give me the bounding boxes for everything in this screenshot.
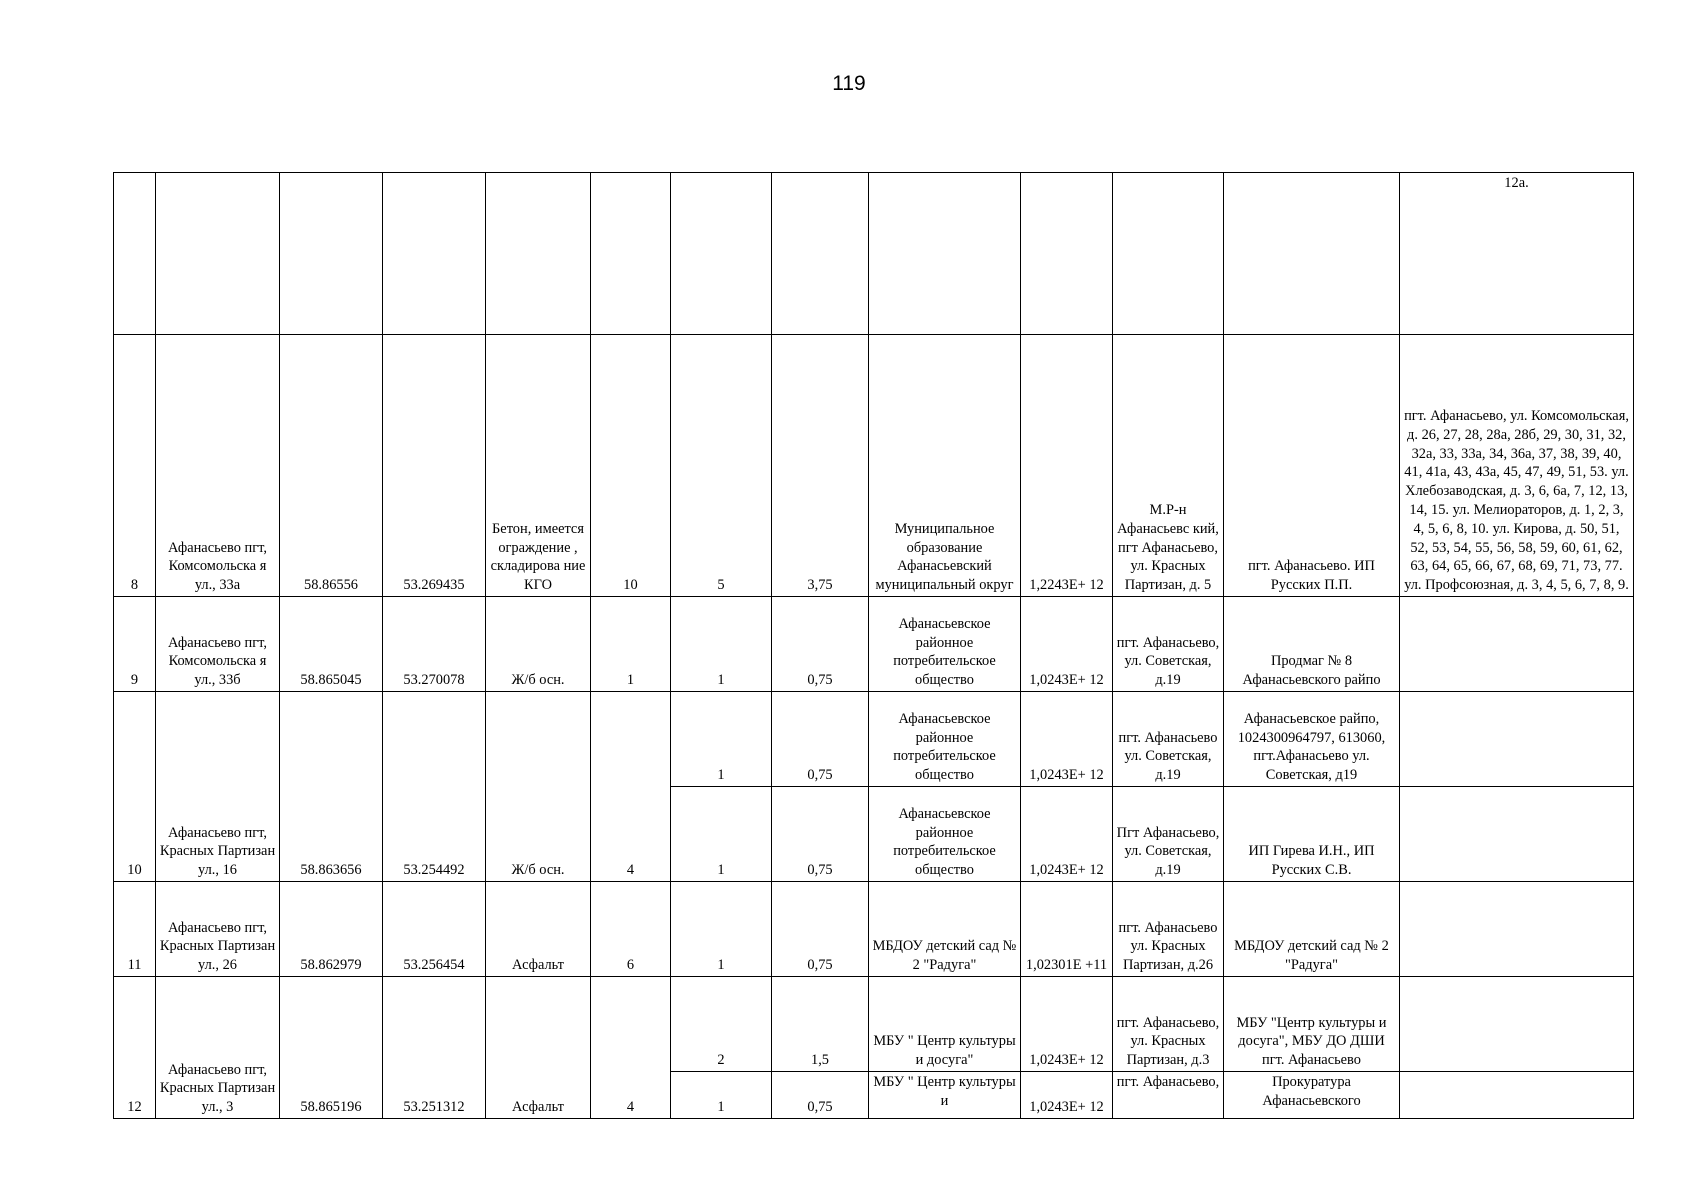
owner-cell: МБУ " Центр культуры и досуга" [869, 977, 1021, 1072]
ogrn-cell: 1,0243Е+ 12 [1021, 977, 1113, 1072]
owner-cell [869, 1072, 1021, 1119]
table-row [114, 335, 1634, 597]
empty-cell [591, 173, 671, 335]
owner-address-text: пгт. Афанасьево, [1116, 1074, 1220, 1090]
surface-cell: Ж/б осн. [486, 597, 591, 692]
longitude-cell: 53.254492 [383, 692, 486, 882]
houses-cell [1400, 977, 1634, 1072]
empty-cell [1224, 173, 1400, 335]
table-row [114, 882, 1634, 977]
count-cell: 1 [591, 597, 671, 692]
row-number-cell: 11 [114, 882, 156, 977]
ogrn-cell: 1,0243Е+ 12 [1021, 692, 1113, 787]
empty-cell [772, 173, 869, 335]
registry-table [113, 172, 1634, 1119]
sources-cell: Продмаг № 8 Афанасьевского райпо [1224, 597, 1400, 692]
sources-cell: МБУ "Центр культуры и досуга", МБУ ДО ДШИ пгт. Афанасьево [1224, 977, 1400, 1072]
owner-address-cell: пгт. Афанасьево ул. Советская, д.19 [1113, 692, 1224, 787]
latitude-cell: 58.86556 [280, 335, 383, 597]
latitude-cell: 58.865196 [280, 977, 383, 1119]
owner-cell: МБДОУ детский сад № 2 "Радуга" [869, 882, 1021, 977]
row-number-cell: 12 [114, 977, 156, 1119]
owner-address-cell: М.Р-н Афанасьевс кий, пгт Афанасьево, ул. Красных Партизан, д. 5 [1113, 335, 1224, 597]
sources-cell: МБДОУ детский сад № 2 "Радуга" [1224, 882, 1400, 977]
row-number-cell: 8 [114, 335, 156, 597]
latitude-cell: 58.862979 [280, 882, 383, 977]
sources-cell [1224, 1072, 1400, 1119]
count-cell: 4 [591, 692, 671, 882]
empty-cell [1113, 173, 1224, 335]
empty-cell [114, 173, 156, 335]
volume-cell: 1,5 [772, 977, 869, 1072]
empty-cell [383, 173, 486, 335]
volume-cell: 3,75 [772, 335, 869, 597]
table-row-continuation [114, 173, 1634, 335]
volume-cell: 0,75 [772, 882, 869, 977]
containers-cell: 2 [671, 977, 772, 1072]
surface-cell: Ж/б осн. [486, 692, 591, 882]
longitude-cell: 53.270078 [383, 597, 486, 692]
count-cell: 4 [591, 977, 671, 1119]
empty-cell [486, 173, 591, 335]
empty-cell [671, 173, 772, 335]
sources-cell: пгт. Афанасьево. ИП Русских П.П. [1224, 335, 1400, 597]
sources-text: Прокуратура Афанасьевского [1262, 1074, 1361, 1109]
table-row [114, 977, 1634, 1072]
houses-cell [1400, 597, 1634, 692]
row-number-cell: 10 [114, 692, 156, 882]
empty-cell [156, 173, 280, 335]
houses-cell [1400, 787, 1634, 882]
owner-address-cell: пгт. Афанасьево, ул. Советская, д.19 [1113, 597, 1224, 692]
empty-cell [280, 173, 383, 335]
volume-cell: 0,75 [772, 692, 869, 787]
containers-cell: 1 [671, 692, 772, 787]
containers-cell: 1 [671, 597, 772, 692]
owner-cell: Афанасьевское районное потребительское общество [869, 692, 1021, 787]
address-cell: Афанасьево пгт, Красных Партизан ул., 16 [156, 692, 280, 882]
owner-address-cell: пгт. Афанасьево, ул. Красных Партизан, д.3 [1113, 977, 1224, 1072]
owner-address-cell [1113, 1072, 1224, 1119]
longitude-cell: 53.269435 [383, 335, 486, 597]
empty-cell [1021, 173, 1113, 335]
ogrn-cell: 1,0243Е+ 12 [1021, 597, 1113, 692]
ogrn-cell: 1,2243Е+ 12 [1021, 335, 1113, 597]
surface-cell: Асфальт [486, 977, 591, 1119]
owner-cell: Афанасьевское районное потребительское общество [869, 787, 1021, 882]
ogrn-cell: 1,0243Е+ 12 [1021, 1072, 1113, 1119]
owner-text: МБУ " Центр культуры и [873, 1074, 1016, 1109]
longitude-cell: 53.251312 [383, 977, 486, 1119]
count-cell: 10 [591, 335, 671, 597]
longitude-cell: 53.256454 [383, 882, 486, 977]
containers-cell: 1 [671, 882, 772, 977]
latitude-cell: 58.863656 [280, 692, 383, 882]
count-cell: 6 [591, 882, 671, 977]
containers-cell: 1 [671, 787, 772, 882]
houses-cell: 12а. [1400, 173, 1634, 335]
address-cell: Афанасьево пгт, Красных Партизан ул., 3 [156, 977, 280, 1119]
sources-cell: Афанасьевское райпо, 1024300964797, 613060, пгт.Афанасьево ул. Советская, д19 [1224, 692, 1400, 787]
surface-cell: Асфальт [486, 882, 591, 977]
empty-cell [869, 173, 1021, 335]
ogrn-cell: 1,0243Е+ 12 [1021, 787, 1113, 882]
houses-cell [1400, 1072, 1634, 1119]
surface-cell: Бетон, имеется ограждение , складирова ние КГО [486, 335, 591, 597]
volume-cell: 0,75 [772, 597, 869, 692]
houses-cell: пгт. Афанасьево, ул. Комсомольская, д. 26, 27, 28, 28а, 28б, 29, 30, 31, 32, 32а, 33, 33а, 34, 36а, 37, 38, 39, 40, 41, 41а, 43, 43а, 45, 47, 49, 51, 53. ул. Хлебозаводская, д. 3, 6, 6а, 7, 12, 13, 14, 15. ул. Мелиораторов, д. 1, 2, 3, 4, 5, 6, 8, 10. ул. Кирова, д. 50, 51, 52, 53, 54, 55, 56, 58, 59, 60, 61, 62, 63, 64, 65, 66, 67, 68, 69, 71, 73, 77. ул. Профсоюзная, д. 3, 4, 5, 6, 7, 8, 9. [1400, 335, 1634, 597]
owner-cell: Афанасьевское районное потребительское общество [869, 597, 1021, 692]
table-row [114, 692, 1634, 787]
row-number-cell: 9 [114, 597, 156, 692]
address-cell: Афанасьево пгт, Комсомольска я ул., 33б [156, 597, 280, 692]
table-row [114, 597, 1634, 692]
volume-cell: 0,75 [772, 787, 869, 882]
owner-address-cell: пгт. Афанасьево ул. Красных Партизан, д.26 [1113, 882, 1224, 977]
containers-cell: 1 [671, 1072, 772, 1119]
owner-address-cell: Пгт Афанасьево, ул. Советская, д.19 [1113, 787, 1224, 882]
address-cell: Афанасьево пгт, Красных Партизан ул., 26 [156, 882, 280, 977]
containers-cell: 5 [671, 335, 772, 597]
houses-cell [1400, 692, 1634, 787]
sources-cell: ИП Гирева И.Н., ИП Русских С.В. [1224, 787, 1400, 882]
houses-cell [1400, 882, 1634, 977]
owner-cell: Муниципальное образование Афанасьевский муниципальный округ [869, 335, 1021, 597]
latitude-cell: 58.865045 [280, 597, 383, 692]
address-cell: Афанасьево пгт, Комсомольска я ул., 33а [156, 335, 280, 597]
page-number: 119 [832, 72, 866, 95]
ogrn-cell: 1,02301Е +11 [1021, 882, 1113, 977]
volume-cell: 0,75 [772, 1072, 869, 1119]
